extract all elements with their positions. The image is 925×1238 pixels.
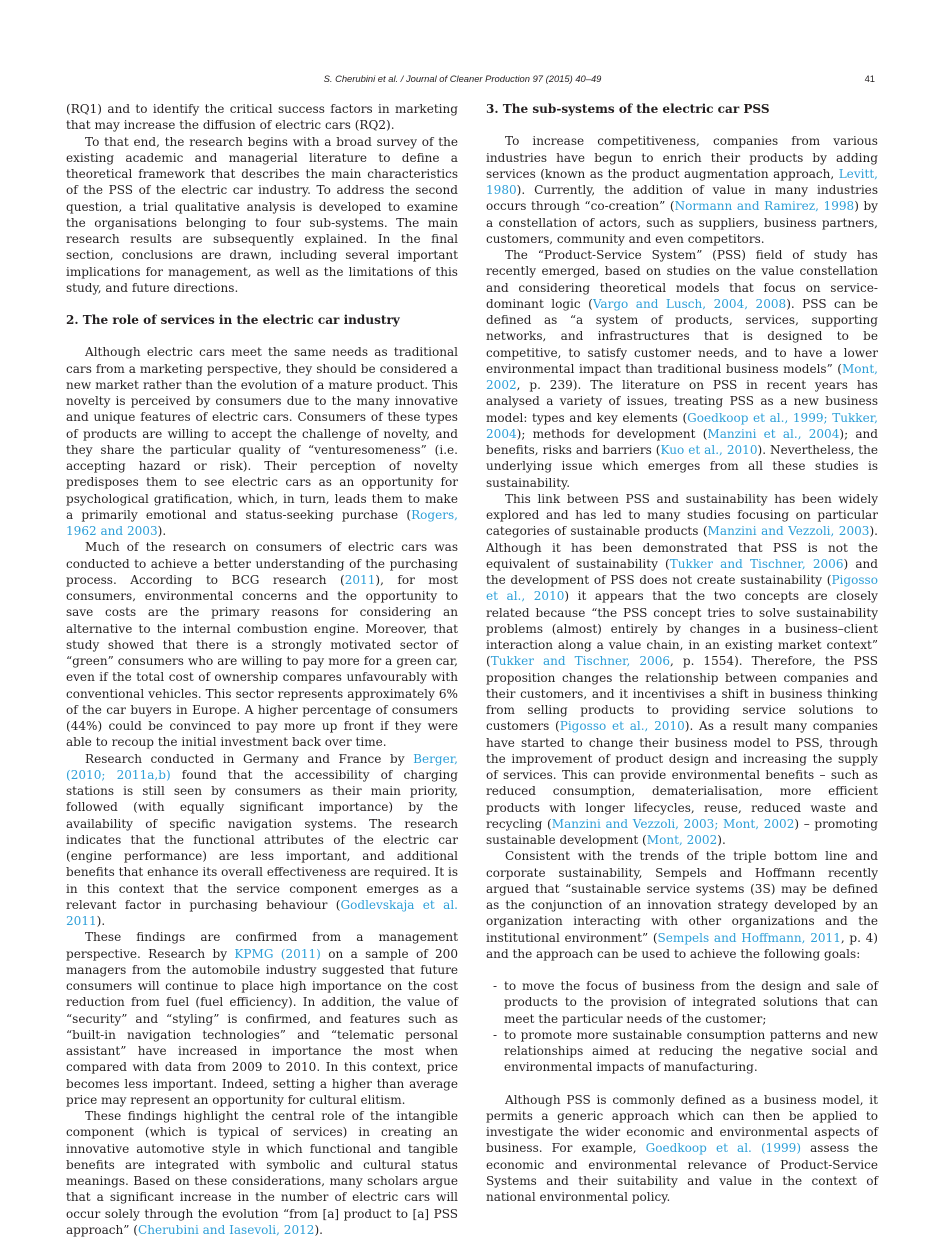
citation-link[interactable]: Rogers, 1962 and 2003: [66, 507, 458, 538]
left-column: [66, 101, 458, 1238]
running-head: [0, 73, 925, 87]
citation-link[interactable]: Goedkoop et al., 1999; Tukker, 2004: [486, 410, 878, 441]
citation-link[interactable]: Tukker and Tischner, 2006: [669, 556, 844, 571]
running-title: S. Cherubini et al. / Journal of Cleaner Production 97 (2015) 40–49: [323, 73, 602, 84]
list-item: - to promote more sustainable consumption patterns and new relationships aimed at reducing the negative social and environmental impacts of manufacturing.: [486, 1027, 878, 1076]
citation-link[interactable]: Manzini and Vezzoli, 2003; Mont, 2002: [551, 816, 795, 831]
paragraph: To increase competitiveness, companies from various industries have begun to enrich their products by adding services (known as the product augmentation approach, Levitt, 1980). Currently, the addition of value in many industries occurs through “co-creation” (Normann and Ramirez, 1998) by a constellation of actors, such as suppliers, business partners, customers, community and even competitors.: [486, 134, 878, 246]
citation-link[interactable]: Mont, 2002: [486, 361, 878, 392]
citation-link[interactable]: Sempels and Hoffmann, 2011: [657, 930, 841, 945]
paragraph: (RQ1) and to identify the critical success factors in marketing that may increase the diffusion of electric cars (RQ2).: [66, 102, 458, 133]
paragraph: Although electric cars meet the same needs as traditional cars from a marketing perspective, they should be considered a new market rather than the evolution of a mature product. This novelty is perceived by consumers due to the many innovative and unique features of electric cars. Consumers of these types of products are willing to accept the challenge of novelty, and they share the particular quality of “venturesomeness” (i.e. accepting hazard or risk). Their perception of novelty predisposes them to see electric cars as an opportunity for psychological gratification, which, in turn, leads them to make a primarily emotional and status-seeking purchase (Rogers, 1962 and 2003).: [66, 345, 458, 538]
paragraph: Research conducted in Germany and France by Berger, (2010; 2011a,b) found that the accessibility of charging stations is still seen by consumers as their main priority, followed (with equally significant importance) by the availability of specific navigation systems. The research indicates that the functional attributes of the electric car (engine performance) are less important, and additional benefits that enhance its overall effectiveness are required. It is in this context that the service component emerges as a relevant factor in purchasing behaviour (Godlevskaja et al. 2011).: [66, 751, 459, 928]
citation-link[interactable]: Tukker and Tischner, 2006: [490, 654, 671, 669]
citation-link[interactable]: Manzini et al., 2004: [707, 426, 840, 441]
citation-link[interactable]: Vargo and Lusch, 2004, 2008: [592, 296, 787, 311]
right-column: [486, 101, 878, 1205]
paragraph: Consistent with the trends of the triple bottom line and corporate sustainability, Sempels and Hoffmann recently argued that “sustainable service systems (3S) may be defined as the conjunction of an innovation strategy developed by an organization interacting with other organizations and the institutional environment” (Sempels and Hoffmann, 2011, p. 4) and the approach can be used to achieve the following goals:: [486, 849, 878, 961]
list-item: - to move the focus of business from the design and sale of products to the provision of integrated solutions that can meet the particular needs of the customer;: [486, 978, 878, 1027]
citation-link[interactable]: Berger, (2010; 2011a,b): [66, 751, 458, 782]
citation-link[interactable]: Godlevskaja et al. 2011: [66, 897, 459, 928]
citation-link[interactable]: Goedkoop et al. (1999): [645, 1141, 802, 1156]
section-heading: 3. The sub-systems of the electric car PSS: [486, 102, 770, 116]
citation-link[interactable]: Kuo et al., 2010: [660, 443, 758, 457]
goals-list: [486, 978, 878, 1076]
citation-link[interactable]: Mont, 2002: [646, 833, 718, 847]
citation-link[interactable]: Manzini and Vezzoli, 2003: [707, 524, 870, 539]
paragraph: Much of the research on consumers of electric cars was conducted to achieve a better understanding of the purchasing process. According to BCG research (2011), for most consumers, environmental concerns and the opportunity to save costs are the primary reasons for considering an alternative to the internal combustion engine. Moreover, that study showed that there is a strongly motivated sector of “green” consumers who are willing to pay more for a green car, even if the total cost of ownership compares unfavourably with conventional vehicles. This sector represents approximately 6% of the car buyers in Europe. A higher percentage of consumers (44%) could be convinced to pay more up front if they were able to recoup the initial investment back over time.: [66, 540, 458, 750]
citation-link[interactable]: Levitt, 1980: [486, 166, 878, 197]
citation-link[interactable]: 2011: [344, 572, 376, 587]
section-heading: 2. The role of services in the electric car industry: [66, 313, 400, 327]
citation-link[interactable]: Normann and Ramirez, 1998: [674, 199, 855, 214]
paragraph: To that end, the research begins with a broad survey of the existing academic and managerial literature to define a theoretical framework that describes the main characteristics of the PSS of the electric car industry. To address the second question, a trial qualitative analysis is developed to examine the organisations belonging to four sub-systems. The main research results are subsequently explained. In the final section, conclusions are drawn, including several important implications for management, as well as the limitations of this study, and future directions.: [66, 134, 458, 295]
citation-link[interactable]: Pigosso et al., 2010: [559, 719, 685, 734]
citation-link[interactable]: KPMG (2011): [234, 946, 321, 961]
paragraph: These findings highlight the central role of the intangible component (which is typical of services) in creating an innovative automotive style in which functional and tangible benefits are integrated with symbolic and cultural status meanings. Based on these considerations, many scholars argue that a significant increase in the number of electric cars will occur solely through the evolution “from [a] product to [a] PSS approach” (Cherubini and Iasevoli, 2012).: [66, 1109, 458, 1237]
citation-link[interactable]: Pigosso et al., 2010: [486, 573, 878, 604]
page-number: 41: [864, 73, 875, 84]
citation-link[interactable]: Cherubini and Iasevoli, 2012: [138, 1222, 315, 1237]
paragraph: Although PSS is commonly defined as a business model, it permits a generic approach which can then be applied to investigate the wider economic and environmental aspects of business. For example, Goedkoop et al. (1999) assess the economic and environmental relevance of Product-Service Systems and their suitability and value in the context of national environmental policy.: [486, 1092, 878, 1204]
paragraph: The “Product-Service System” (PSS) field of study has recently emerged, based on studies on the value constellation and considering theoretical models that focus on service-dominant logic (Vargo and Lusch, 2004, 2008). PSS can be defined as “a system of products, services, supporting networks, and infrastructures that is designed to be competitive, to satisfy customer needs, and to have a lower environmental impact than traditional business models” (Mont, 2002, p. 239). The literature on PSS in recent years has analysed a variety of issues, treating PSS as a new business model: types and key elements (Goedkoop et al., 1999; Tukker, 2004); methods for development (Manzini et al., 2004); and benefits, risks and barriers (Kuo et al., 2010). Nevertheless, the underlying issue which emerges from all these studies is sustainability.: [486, 248, 879, 490]
paragraph: This link between PSS and sustainability has been widely explored and has led to many studies focusing on particular categories of sustainable products (Manzini and Vezzoli, 2003). Although it has been demonstrated that PSS is not the equivalent of sustainability (Tukker and Tischner, 2006) and the development of PSS does not create sustainability (Pigosso et al., 2010) it appears that the two concepts are closely related because “the PSS concept tries to solve sustainability problems (almost) entirely by changes in a business–client interaction along a value chain, in an existing market context” (Tukker and Tischner, 2006, p. 1554). Therefore, the PSS proposition changes the relationship between companies and their customers, and it incentivises a shift in business thinking from selling products to providing service solutions to customers (Pigosso et al., 2010). As a result many companies have started to change their business model to PSS, through the improvement of product design and increasing the supply of services. This can provide environmental benefits – such as reduced consumption, dematerialisation, more efficient products with longer lifecycles, reuse, reduced waste and recycling (Manzini and Vezzoli, 2003; Mont, 2002) – promoting sustainable development (Mont, 2002).: [486, 491, 878, 847]
paragraph: These findings are confirmed from a management perspective. Research by KPMG (2011) on a sample of 200 managers from the automobile industry suggested that future consumers will continue to place high importance on the cost reduction from fuel (fuel efficiency). In addition, the value of “security” and “styling” is confirmed, and features such as “built-in navigation technologies” and “telematic personal assistant” have increased in importance the most when compared with data from 2009 to 2010. In this context, price becomes less important. Indeed, setting a higher than average price may represent an opportunity for cultural elitism.: [66, 930, 459, 1107]
